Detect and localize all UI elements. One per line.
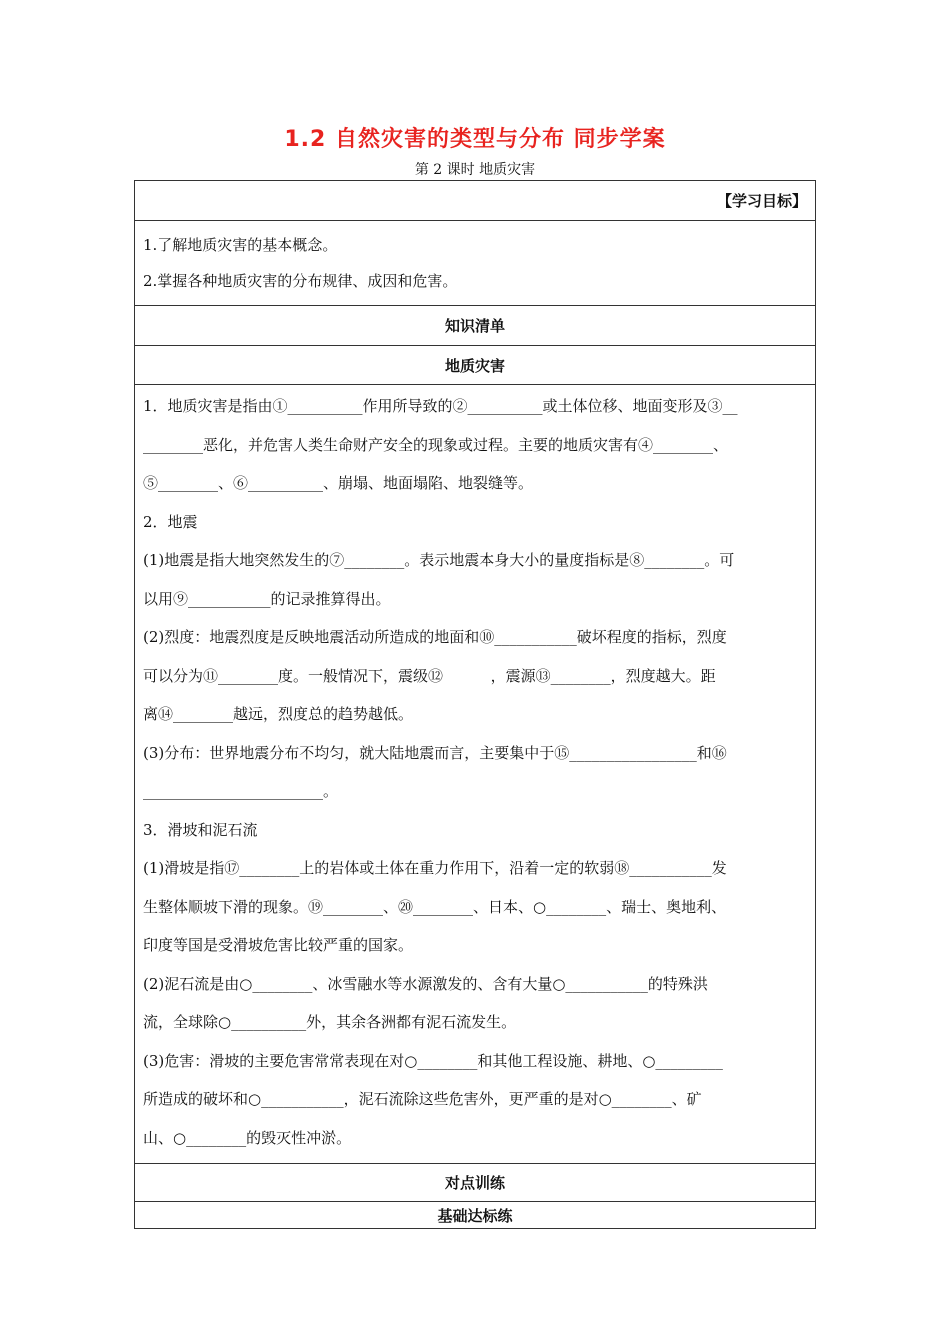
- knowledge-content: [135, 385, 816, 1164]
- content-line: 所造成的破坏和○___________，泥石流除这些危害外，更严重的是对○________、矿: [143, 1090, 702, 1108]
- content-line: (1)地震是指大地突然发生的⑦________。表示地震本身大小的量度指标是⑧________。可: [143, 551, 735, 569]
- objective-item: 1.了解地质灾害的基本概念。: [143, 236, 338, 254]
- worksheet-table: [134, 180, 816, 1229]
- section-basic: 基础达标练: [135, 1202, 816, 1229]
- content-line: 可以分为⑪________度。一般情况下，震级⑫ ，震源⑬________，烈度越大。距: [143, 666, 716, 685]
- content-line: 2．地震: [143, 512, 198, 531]
- content-line: (2)烈度：地震烈度是反映地震活动所造成的地面和⑩___________破坏程度的指标，烈度: [143, 628, 727, 646]
- content-line: 印度等国是受滑坡危害比较严重的国家。: [143, 936, 414, 954]
- content-line: 3．滑坡和泥石流: [143, 820, 258, 839]
- content-line: 以用⑨___________的记录推算得出。: [143, 589, 391, 608]
- content-line: (3)危害：滑坡的主要危害常常表现在对○________和其他工程设施、耕地、○_________: [143, 1051, 723, 1070]
- section-topic: 地质灾害: [135, 346, 816, 385]
- objectives-list: [135, 221, 816, 306]
- content-line: ________________________。: [143, 782, 339, 800]
- page-title: 1.2 自然灾害的类型与分布 同步学案: [284, 127, 666, 152]
- section-knowledge: 知识清单: [135, 306, 816, 346]
- content-line: (3)分布：世界地震分布不均匀，就大陆地震而言，主要集中于⑮_________________和⑯: [143, 743, 727, 762]
- content-line: 山、○________的毁灭性冲淤。: [143, 1128, 352, 1147]
- objectives-heading: 【学习目标】: [135, 181, 816, 221]
- content-line: (2)泥石流是由○________、冰雪融水等水源激发的、含有大量○___________的特殊洪: [143, 974, 708, 993]
- objective-item: 2.掌握各种地质灾害的分布规律、成因和危害。: [143, 272, 458, 290]
- content-line: 流，全球除○__________外，其余各洲都有泥石流发生。: [143, 1013, 517, 1031]
- lesson-subtitle: 第 2 课时 地质灾害: [414, 162, 536, 178]
- section-practice: 对点训练: [135, 1164, 816, 1202]
- content-line: 离⑭________越远，烈度总的趋势越低。: [143, 705, 414, 723]
- content-line: ⑤________、⑥__________、崩塌、地面塌陷、地裂缝等。: [143, 474, 534, 492]
- content-line: ________恶化，并危害人类生命财产安全的现象或过程。主要的地质灾害有④________、: [143, 435, 729, 454]
- content-line: 生整体顺坡下滑的现象。⑲________、⑳________、日本、○________、瑞士、奥地利、: [143, 897, 727, 916]
- content-line: 1．地质灾害是指由①__________作用所导致的②__________或土体位移、地面变形及③__: [143, 397, 738, 415]
- content-line: (1)滑坡是指⑰________上的岩体或土体在重力作用下，沿着一定的软弱⑱___________发: [143, 859, 727, 877]
